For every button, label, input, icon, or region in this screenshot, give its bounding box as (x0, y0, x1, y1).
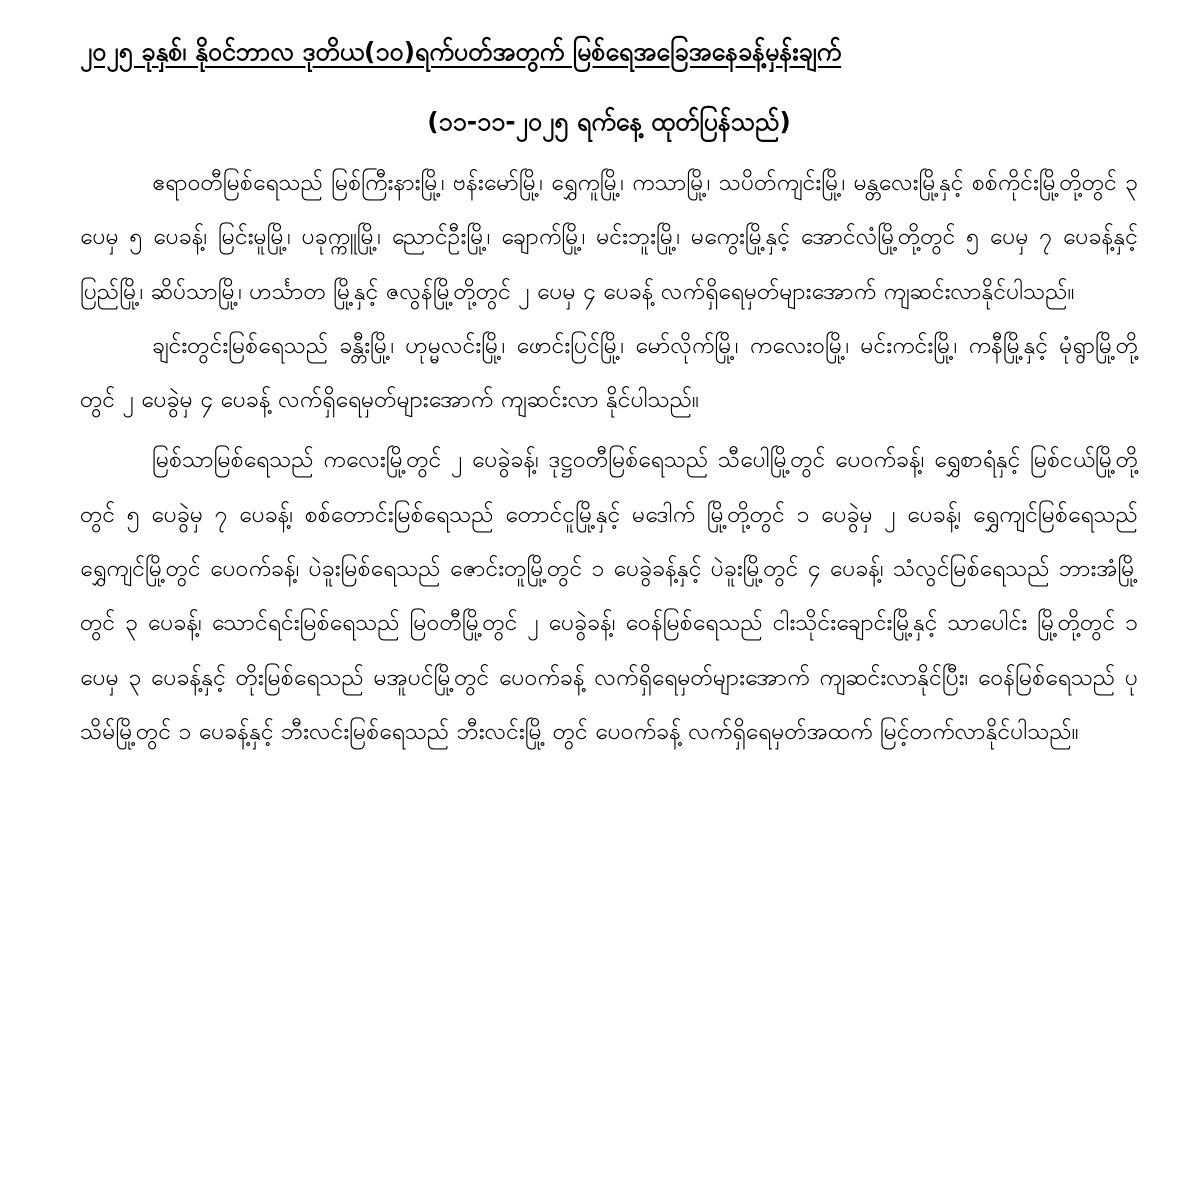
paragraph-irrawaddy: ဧရာဝတီမြစ်ရေသည် မြစ်ကြီးနားမြို့၊ ဗန်းမော်မြို့၊ ရွှေကူမြို့၊ ကသာမြို့၊ သပိတ်ကျင်းမြို့၊ မန္တလေးမြို့နှင့် စစ်ကိုင်းမြို့တို့တွင် ၃ ပေမှ ၅ ပေခန့်၊ မြင်းမူမြို့၊ ပခုက္ကူမြို့၊ ညောင်ဦးမြို့၊ ချောက်မြို့၊ မင်းဘူးမြို့၊ မကွေးမြို့နှင့် အောင်လံမြို့တို့တွင် ၅ ပေမှ ၇ ပေခန့်နှင့် ပြည်မြို့၊ ဆိပ်သာမြို့၊ ဟင်္သာတ မြို့နှင့် ဇလွန်မြို့တို့တွင် ၂ ပေမှ ၄ ပေခန့် လက်ရှိရေမှတ်များအောက် ကျဆင်းလာနိုင်ပါသည်။ (80, 170, 1138, 305)
document-title: ၂၀၂၅ ခုနှစ်၊ နိုဝင်ဘာလ ဒုတိယ(၁၀)ရက်ပတ်အတွက် မြစ်ရေအခြေအနေခန့်မှန်းချက် (80, 37, 842, 66)
document-subtitle: (၁၁-၁၁-၂၀၂၅ ရက်နေ့ ထုတ်ပြန်သည်) (427, 107, 791, 136)
document (80, 22, 1138, 759)
paragraph-other-rivers: မြစ်သာမြစ်ရေသည် ကလေးမြို့တွင် ၂ ပေခွဲခန့်၊ ဒုဋ္ဌဝတီမြစ်ရေသည် သီပေါမြို့တွင် ပေဝက်ခန့်၊ ရွှေစာရံနှင့် မြစ်ငယ်မြို့တို့တွင် ၅ ပေခွဲမှ ၇ ပေခန့်၊ စစ်တောင်းမြစ်ရေသည် တောင်ငူမြို့နှင့် မဒေါက် မြို့တို့တွင် ၁ ပေခွဲမှ ၂ ပေခန့်၊ ရွှေကျင်မြစ်ရေသည် ရွှေကျင်မြို့တွင် ပေဝက်ခန့်၊ ပဲခူးမြစ်ရေသည် ဇောင်းတူမြို့တွင် ၁ ပေခွဲခန့်နှင့် ပဲခူးမြို့တွင် ၄ ပေခန့်၊ သံလွင်မြစ်ရေသည် ဘားအံမြို့တွင် ၃ ပေခန့်၊ သောင်ရင်းမြစ်ရေသည် မြဝတီမြို့တွင် ၂ ပေခွဲခန့်၊ ဝေန်မြစ်ရေသည် ငါးသိုင်းချောင်းမြို့နှင့် သာပေါင်း မြို့တို့တွင် ၁ ပေမှ ၃ ပေခန့်နှင့် တိုးမြစ်ရေသည် မအူပင်မြို့တွင် ပေဝက်ခန့် လက်ရှိရေမှတ်များအောက် ကျဆင်းလာနိုင်ပြီး၊ ဝေန်မြစ်ရေသည် ပုသိမ်မြို့တွင် ၁ ပေခန့်နှင့် ဘီးလင်းမြစ်ရေသည် ဘီးလင်းမြို့ တွင် ပေဝက်ခန့် လက်ရှိရေမှတ်အထက် မြင့်တက်လာနိုင်ပါသည်။ (80, 447, 1138, 745)
paragraph-chindwin: ချင်းတွင်းမြစ်ရေသည် ခန္တီးမြို့၊ ဟုမ္မလင်းမြို့၊ ဖောင်းပြင်မြို့၊ မော်လိုက်မြို့၊ ကလေးဝမြို့၊ မင်းကင်းမြို့၊ ကနီမြို့နှင့် မုံရွာမြို့တို့တွင် ၂ ပေခွဲမှ ၄ ပေခန့် လက်ရှိရေမှတ်များအောက် ကျဆင်းလာ နိုင်ပါသည်။ (80, 332, 1138, 414)
